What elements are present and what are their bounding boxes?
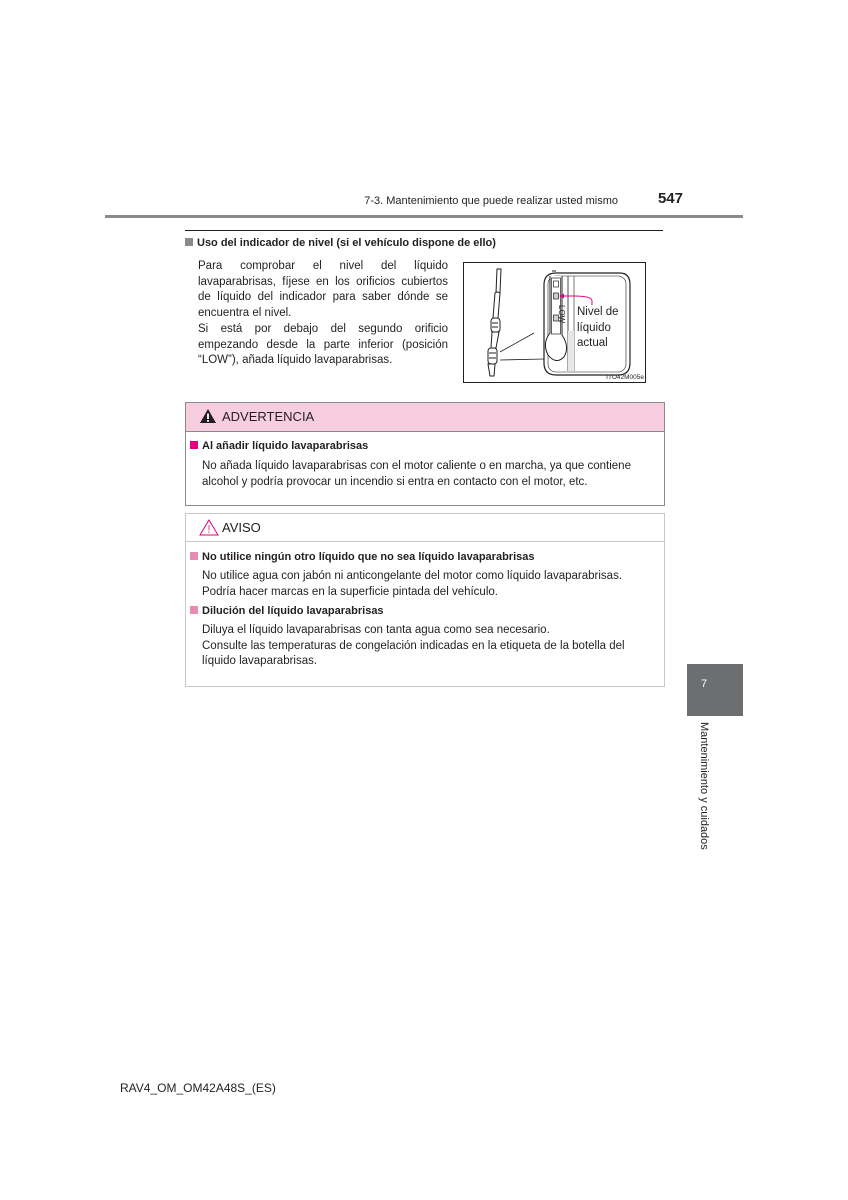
- caution-item-line: Diluya el líquido lavaparabrisas con tanta agua como sea necesario.: [202, 624, 550, 636]
- chapter-tab: [687, 664, 743, 716]
- dipstick-icon: [488, 269, 501, 376]
- document-code: RAV4_OM_OM42A48S_(ES): [120, 1081, 276, 1095]
- gray-square-icon: [185, 238, 193, 246]
- chapter-title: Mantenimiento y cuidados: [698, 722, 710, 850]
- caution-title: AVISO: [222, 520, 261, 535]
- caution-item-text: [202, 623, 656, 670]
- page-number: 547: [657, 190, 683, 207]
- header-rule: [105, 215, 743, 218]
- section-title-text: Uso del indicador de nivel (si el vehículo dispone de ello): [197, 237, 496, 249]
- figure-id: ITO42M005e: [606, 374, 644, 381]
- warning-box: [185, 402, 665, 506]
- warning-item-text: No añada líquido lavaparabrisas con el motor caliente o en marcha, ya que contiene alcohol y podría provocar un incendio si entra en contacto con el motor, etc.: [202, 460, 631, 488]
- level-label-line: Nivel de: [577, 306, 619, 318]
- section-body: [198, 259, 448, 369]
- section-divider: [185, 230, 663, 231]
- level-label-line: actual: [577, 337, 608, 349]
- warning-title: ADVERTENCIA: [222, 409, 315, 424]
- running-header: 7-3. Mantenimiento que puede realizar usted mismo: [364, 195, 618, 207]
- caution-header: [186, 514, 664, 542]
- caution-triangle-icon: [199, 519, 219, 536]
- caution-item-text: No utilice agua con jabón ni anticongelante del motor como líquido lavaparabrisas. Podría hacer marcas en la superficie pintada del vehículo.: [202, 570, 623, 598]
- section-title: [185, 237, 665, 249]
- chapter-number: 7: [701, 678, 708, 690]
- magenta-square-icon: [190, 441, 198, 449]
- pink-square-icon: [190, 606, 198, 614]
- chapter-side-label: [690, 722, 710, 862]
- level-label-line: líquido: [577, 321, 611, 334]
- warning-triangle-icon: [199, 408, 217, 424]
- body-paragraph: Para comprobar el nivel del líquido lavaparabrisas, fíjese en los orificios cubiertos de líquido del indicador para saber dónde se encuentra el nivel.: [198, 260, 448, 320]
- warning-item-title: Al añadir líquido lavaparabrisas: [190, 440, 368, 452]
- body-paragraph: Si está por debajo del segundo orificio empezando desde la parte inferior (posición “LOW”), añada líquido lavaparabrisas.: [198, 322, 448, 367]
- caution-item-title: No utilice ningún otro líquido que no sea líquido lavaparabrisas: [190, 551, 534, 563]
- caution-item-title: Dilución del líquido lavaparabrisas: [190, 605, 384, 617]
- warning-header: [186, 403, 664, 432]
- caution-box: [185, 513, 665, 687]
- low-scale-label: LOW: [557, 305, 566, 324]
- pink-square-icon: [190, 552, 198, 560]
- level-callout-label: [577, 305, 637, 352]
- caution-item-line: Consulte las temperaturas de congelación indicadas en la etiqueta de la botella del líquido lavaparabrisas.: [202, 639, 625, 668]
